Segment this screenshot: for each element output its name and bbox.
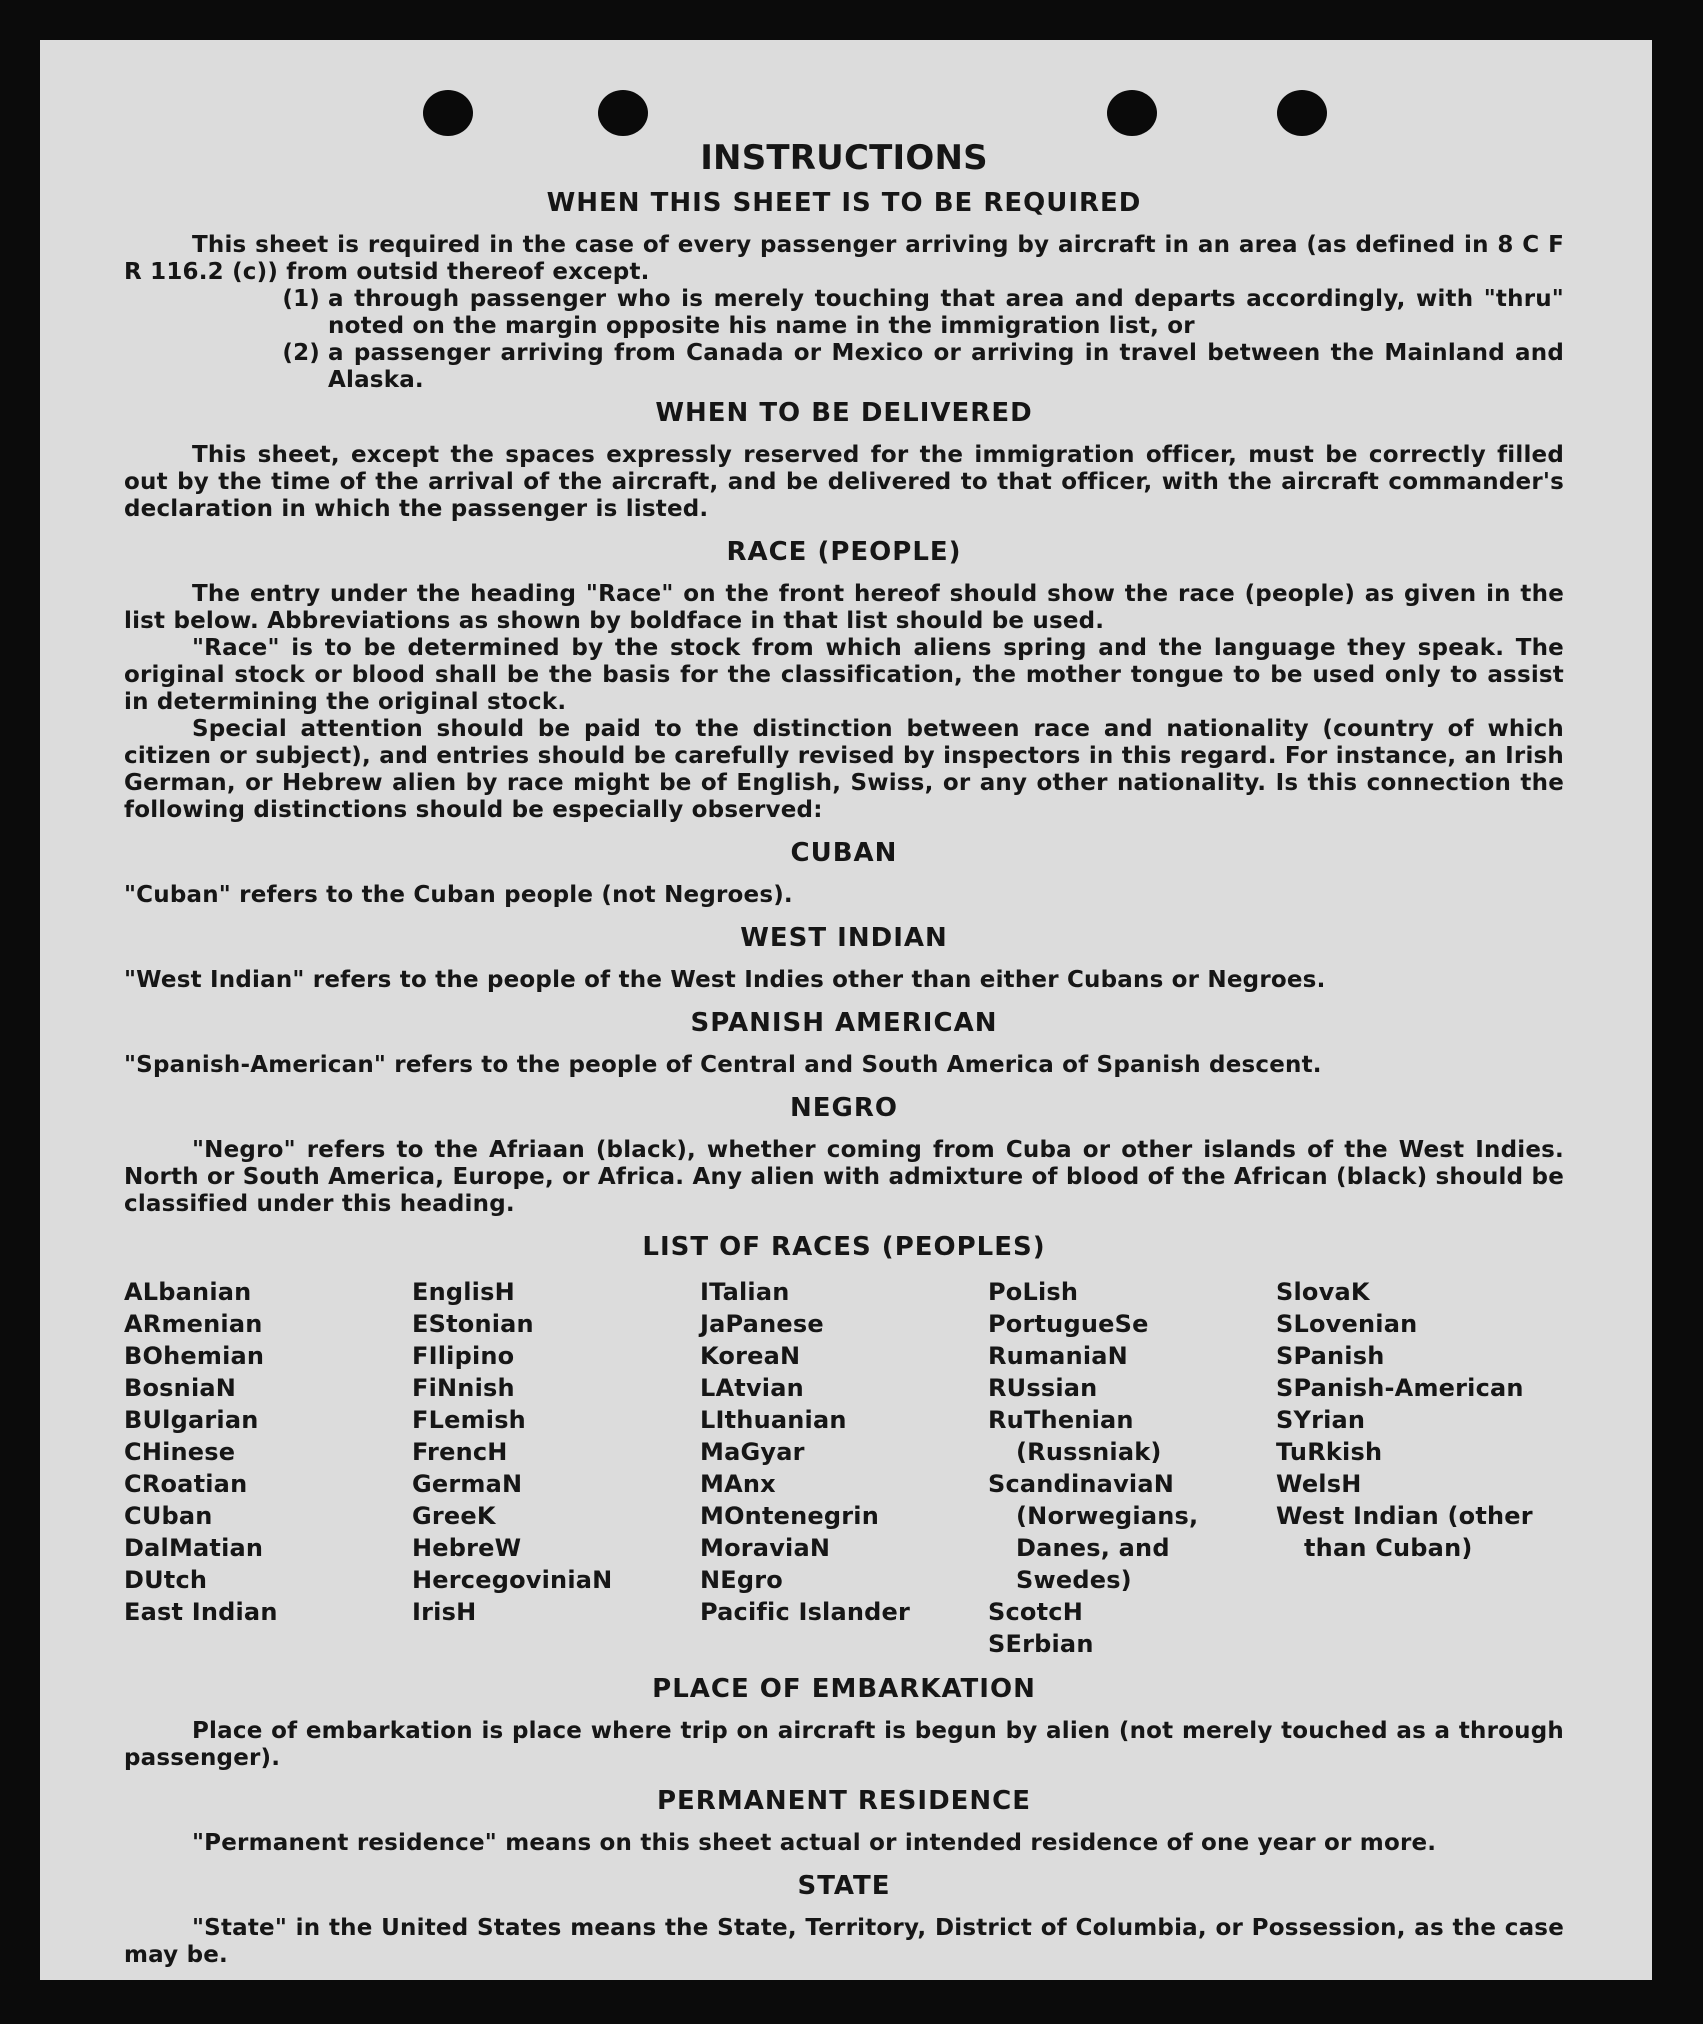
heading-spanish-american: SPANISH AMERICAN	[690, 1008, 998, 1038]
races-column-4	[988, 1276, 1276, 1660]
heading-race: RACE (PEOPLE)	[726, 537, 962, 567]
race-item: EStonian	[412, 1310, 534, 1338]
punch-hole	[598, 90, 648, 136]
race-item: GreeK	[412, 1502, 496, 1530]
race-item: JaPanese	[700, 1310, 824, 1338]
race-item: SYrian	[1276, 1406, 1366, 1434]
page-title: INSTRUCTIONS	[700, 138, 988, 178]
state-text: "State" in the United States means the State, Territory, District of Columbia, or Possession, as the case may be.	[124, 1915, 1564, 1968]
race-item: FiNnish	[412, 1374, 515, 1402]
race-item: IrisH	[412, 1598, 477, 1626]
item-text: a through passenger who is merely touching that area and departs accordingly, with "thru" noted on the margin opposite his name in the immigration list, or	[328, 286, 1564, 339]
race-item: MaGyar	[700, 1438, 805, 1466]
heading-place-of-embarkation: PLACE OF EMBARKATION	[652, 1674, 1036, 1704]
race-item: SPanish	[1276, 1342, 1385, 1370]
race-item: KoreaN	[700, 1342, 801, 1370]
race-paragraph-2: "Race" is to be determined by the stock from which aliens spring and the language they speak. The original stock or blood shall be the basis for the classification, the mother tongue to be used only to assist in determining the original stock.	[124, 635, 1564, 715]
race-item: WelsH	[1276, 1470, 1362, 1498]
race-item: PortugueSe	[988, 1310, 1149, 1338]
race-item: RumaniaN	[988, 1342, 1128, 1370]
race-item: CRoatian	[124, 1470, 248, 1498]
race-item: FIlipino	[412, 1342, 515, 1370]
heading-permanent-residence: PERMANENT RESIDENCE	[656, 1786, 1032, 1816]
race-item: GermaN	[412, 1470, 523, 1498]
races-column-2	[412, 1276, 700, 1660]
race-paragraph-1: The entry under the heading "Race" on the front hereof should show the race (people) as given in the list below. Abbreviations as shown by boldface in that list should be used.	[124, 581, 1564, 634]
race-item: TuRkish	[1276, 1438, 1383, 1466]
races-list	[124, 1276, 1564, 1660]
residence-text: "Permanent residence" means on this sheet actual or intended residence of one year or more.	[192, 1830, 1437, 1856]
heading-state: STATE	[797, 1871, 891, 1901]
race-item: CHinese	[124, 1438, 236, 1466]
race-item: RUssian	[988, 1374, 1098, 1402]
race-item: NEgro	[700, 1566, 783, 1594]
required-item-1	[124, 286, 1564, 340]
required-intro: This sheet is required in the case of every passenger arriving by aircraft in an area (as defined in 8 C F R 116.2 (c)) from outsid thereof except.	[124, 232, 1564, 285]
race-item: HercegoviniaN	[412, 1566, 613, 1594]
race-item: BUlgarian	[124, 1406, 259, 1434]
race-item: DUtch	[124, 1566, 208, 1594]
spanish-american-text: "Spanish-American" refers to the people of Central and South America of Spanish descent.	[124, 1052, 1322, 1078]
race-item: EnglisH	[412, 1278, 515, 1306]
heading-cuban: CUBAN	[790, 838, 898, 868]
embarkation-text: Place of embarkation is place where trip on aircraft is begun by alien (not merely touched as a through passenger).	[124, 1718, 1564, 1771]
heading-when-delivered: WHEN TO BE DELIVERED	[655, 398, 1033, 428]
heading-list-of-races: LIST OF RACES (PEOPLES)	[642, 1232, 1046, 1262]
cuban-text: "Cuban" refers to the Cuban people (not Negroes).	[124, 882, 793, 908]
punch-hole	[1107, 90, 1157, 136]
punch-hole	[423, 90, 473, 136]
race-item: MOntenegrin	[700, 1502, 880, 1530]
west-indian-text: "West Indian" refers to the people of the West Indies other than either Cubans or Negroes.	[124, 967, 1326, 993]
races-column-1	[124, 1276, 412, 1660]
race-item: MoraviaN	[700, 1534, 831, 1562]
race-item: PoLish	[988, 1278, 1079, 1306]
race-item: East Indian	[124, 1598, 278, 1626]
race-item: LAtvian	[700, 1374, 804, 1402]
race-item: ScotcH	[988, 1598, 1083, 1626]
race-item: HebreW	[412, 1534, 522, 1562]
race-item: ScandinaviaN (Norwegians, Danes, and Swedes)	[988, 1470, 1199, 1594]
item-number: (1)	[282, 286, 320, 312]
item-text: a passenger arriving from Canada or Mexico or arriving in travel between the Mainland and Alaska.	[328, 340, 1564, 393]
race-item: SlovaK	[1276, 1278, 1370, 1306]
race-item: DalMatian	[124, 1534, 264, 1562]
race-item: SLovenian	[1276, 1310, 1418, 1338]
race-item: ITalian	[700, 1278, 790, 1306]
race-item: Pacific Islander	[700, 1598, 911, 1626]
heading-west-indian: WEST INDIAN	[740, 923, 948, 953]
delivered-text: This sheet, except the spaces expressly reserved for the immigration officer, must be correctly filled out by the time of the arrival of the aircraft, and be delivered to that officer, with the aircraft commander's declaration in which the passenger is listed.	[124, 442, 1564, 522]
race-item: SErbian	[988, 1630, 1094, 1658]
race-item: RuThenian (Russniak)	[988, 1406, 1162, 1466]
heading-when-required: WHEN THIS SHEET IS TO BE REQUIRED	[546, 188, 1142, 218]
race-item: West Indian (other than Cuban)	[1276, 1502, 1533, 1562]
document-page	[40, 40, 1652, 1980]
instructions-content	[124, 136, 1564, 1969]
race-item: MAnx	[700, 1470, 776, 1498]
race-item: FrencH	[412, 1438, 508, 1466]
race-item: BosniaN	[124, 1374, 237, 1402]
races-column-5	[1276, 1276, 1564, 1660]
required-item-2	[124, 340, 1564, 394]
race-paragraph-3: Special attention should be paid to the distinction between race and nationality (country of which citizen or subject), and entries should be carefully revised by inspectors in this regard. For instance, an Irish German, or Hebrew alien by race might be of English, Swiss, or any other nationality. Is this connection the following distinctions should be especially observed:	[124, 716, 1564, 823]
negro-text: "Negro" refers to the Afriaan (black), whether coming from Cuba or other islands of the West Indies. North or South America, Europe, or Africa. Any alien with admixture of blood of the African (black) should be classified under this heading.	[124, 1137, 1564, 1217]
race-item: CUban	[124, 1502, 213, 1530]
race-item: ALbanian	[124, 1278, 252, 1306]
race-item: ARmenian	[124, 1310, 263, 1338]
item-number: (2)	[282, 340, 320, 366]
race-item: FLemish	[412, 1406, 526, 1434]
punch-hole	[1277, 90, 1327, 136]
race-item: LIthuanian	[700, 1406, 847, 1434]
races-column-3	[700, 1276, 988, 1660]
heading-negro: NEGRO	[790, 1093, 898, 1123]
race-item: SPanish-American	[1276, 1374, 1524, 1402]
race-item: BOhemian	[124, 1342, 265, 1370]
